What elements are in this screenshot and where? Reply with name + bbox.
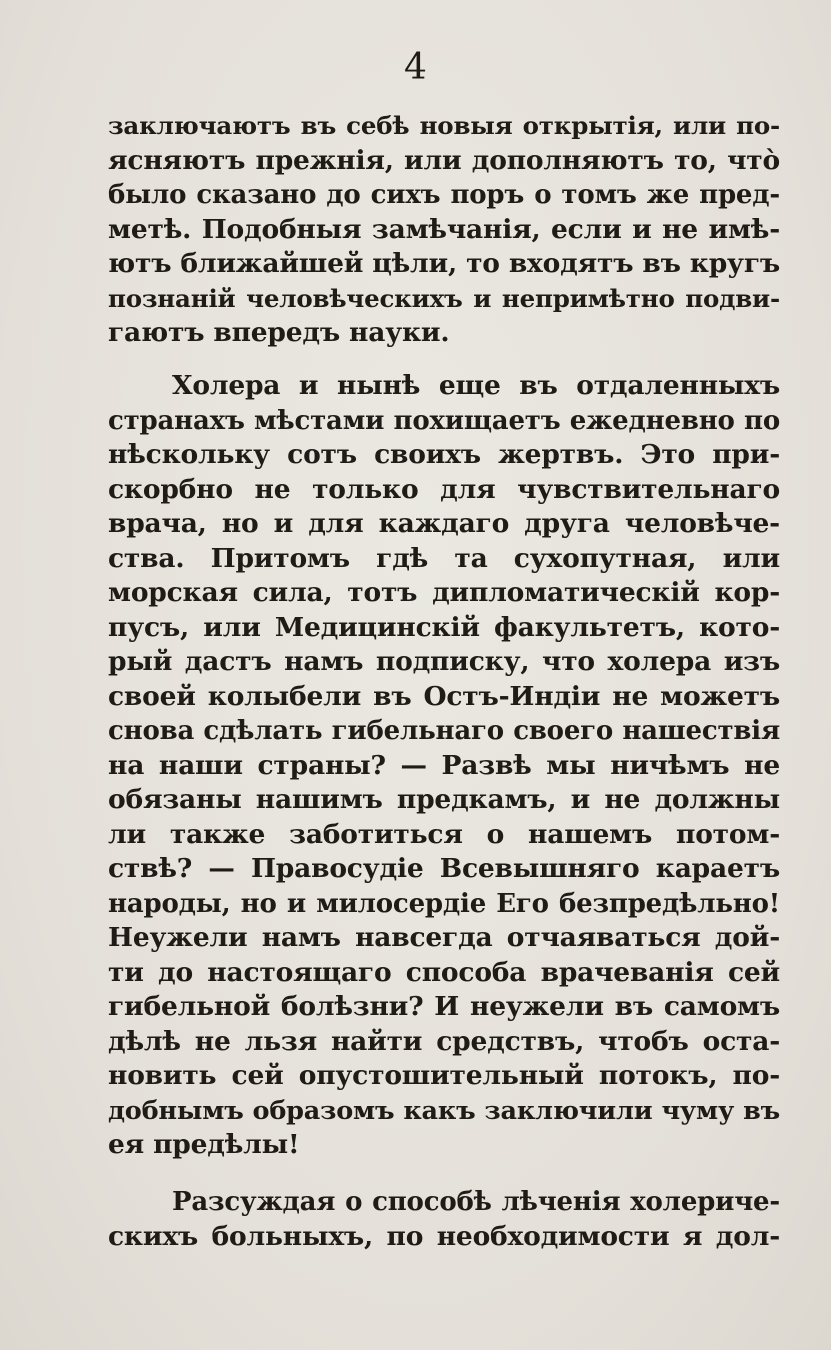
text-line: ти до настоящаго способа врачеванія сей bbox=[108, 956, 780, 988]
text-line: гаютъ впередъ науки. bbox=[108, 317, 450, 348]
paragraph-2 bbox=[108, 369, 780, 1163]
text-line: рый дастъ намъ подписку, что холера изъ bbox=[108, 646, 780, 677]
text-line: снова сдѣлать гибельнаго своего нашествія bbox=[108, 716, 780, 746]
page-number: 4 bbox=[404, 47, 427, 88]
text-line: Холера и нынѣ еще въ отдаленныхъ bbox=[172, 370, 780, 401]
text-line: познаній человѣческихъ и непримѣтно подви- bbox=[108, 283, 780, 313]
text-line: было сказано до сихъ поръ о томъ же пред- bbox=[108, 180, 780, 210]
text-line: пусъ, или Медицинскій факультетъ, кото- bbox=[108, 611, 780, 643]
text-line: обязаны нашимъ предкамъ, и не должны bbox=[108, 784, 780, 815]
text-line: Неужели намъ навсегда отчаяваться дой- bbox=[108, 922, 780, 953]
text-line: скорбно не только для чувствительнаго bbox=[108, 473, 780, 505]
text-line: ствѣ? — Правосудіе Всевышняго караетъ bbox=[108, 853, 780, 884]
text-line: морская сила, тотъ дипломатическій кор- bbox=[108, 577, 780, 608]
text-line: добнымъ образомъ какъ заключили чуму въ bbox=[108, 1095, 780, 1126]
paragraph-1 bbox=[108, 109, 780, 351]
text-line: скихъ больныхъ, по необходимости я дол- bbox=[108, 1220, 780, 1252]
text-line: новить сей опустошительный потокъ, по- bbox=[108, 1060, 780, 1091]
text-line: ея предѣлы! bbox=[108, 1129, 300, 1160]
text-line: на наши страны? — Развѣ мы ничѣмъ не bbox=[108, 749, 780, 781]
text-line: дѣлѣ не льзя найти средствъ, чтобъ оста- bbox=[108, 1025, 780, 1057]
text-line: метѣ. Подобныя замѣчанія, если и не имѣ- bbox=[108, 213, 780, 245]
text-line: ясняютъ прежнія, или дополняютъ то, что̀ bbox=[108, 144, 780, 176]
text-line: своей колыбели въ Остъ-Индіи не можетъ bbox=[108, 680, 780, 712]
paragraph-3 bbox=[108, 1185, 780, 1254]
text-line: нѣскольку сотъ своихъ жертвъ. Это при- bbox=[108, 439, 780, 470]
text-line: ства. Притомъ гдѣ та сухопутная, или bbox=[108, 542, 780, 574]
text-line: заключаютъ въ себѣ новыя открытія, или по- bbox=[108, 111, 780, 140]
text-line: народы, но и милосердіе Его безпредѣльно! bbox=[108, 888, 780, 919]
text-line: врача, но и для каждаго друга человѣче- bbox=[108, 508, 780, 539]
text-line: гибельной болѣзни? И неужели въ самомъ bbox=[108, 991, 780, 1022]
text-line: ли также заботиться о нашемъ потом- bbox=[108, 818, 780, 850]
text-line: Разсуждая о способѣ лѣченія холериче- bbox=[172, 1187, 780, 1217]
text-line: ютъ ближайшей цѣли, то входятъ въ кругъ bbox=[108, 248, 780, 279]
text-line: странахъ мѣстами похищаетъ ежедневно по bbox=[108, 405, 780, 436]
